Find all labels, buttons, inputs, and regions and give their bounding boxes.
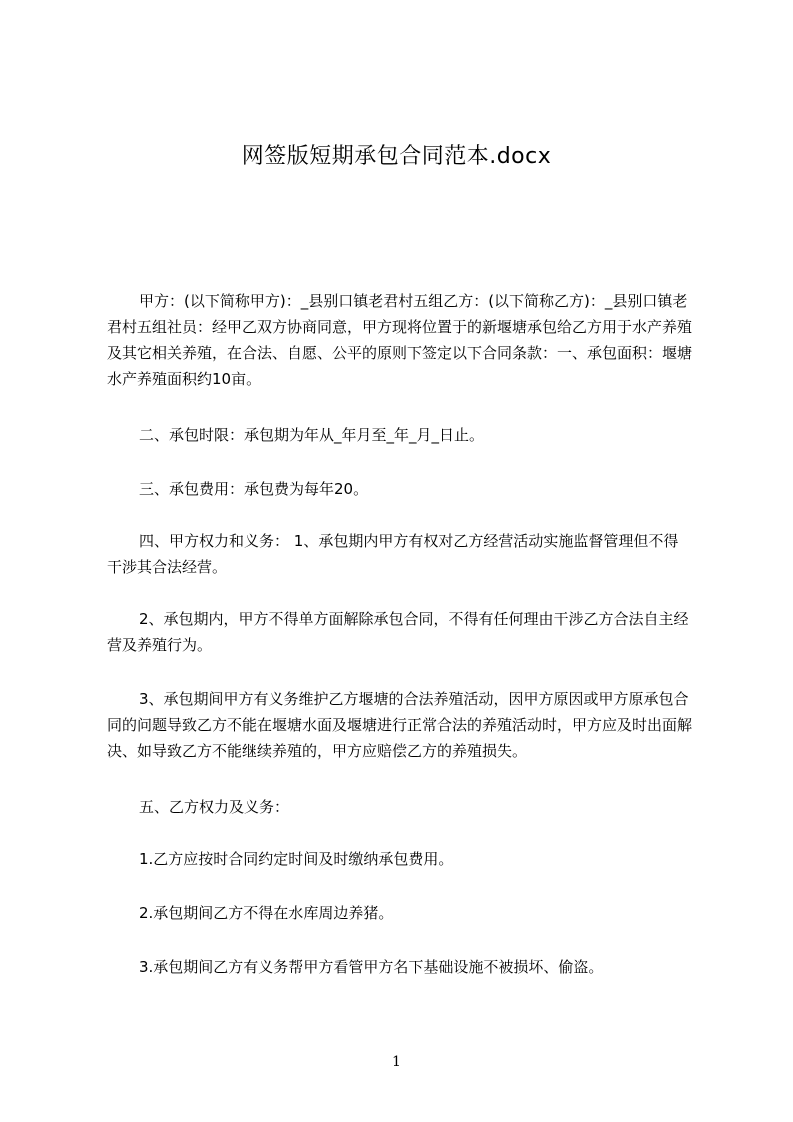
paragraph-7: 五、乙方权力及义务： [139, 798, 290, 816]
paragraph-8: 1.乙方应按时合同约定时间及时缴纳承包费用。 [139, 850, 454, 868]
paragraph-10: 3.承包期间乙方有义务帮甲方看管甲方名下基础设施不被损坏、偷盗。 [139, 958, 604, 976]
paragraph-6: 3、承包期间甲方有义务维护乙方堰塘的合法养殖活动，因甲方原因或甲方原承包合同的问题导致乙方不能在堰塘水面及堰塘进行正常合法的养殖活动时，甲方应及时出面解决、如导致乙方不能继续养殖的，甲方应赔偿乙方的养殖损失。 [107, 690, 693, 760]
paragraph-1: 甲方：(以下简称甲方)：_县别口镇老君村五组乙方：(以下简称乙方)：_县别口镇老君村五组社员：经甲乙双方协商同意，甲方现将位置于的新堰塘承包给乙方用于水产养殖及其它相关养殖，在合法、自愿、公平的原则下签定以下合同条款：一、承包面积：堰塘水产养殖面积约10亩。 [107, 292, 693, 388]
paragraph-2: 二、承包时限：承包期为年从_年月至_年_月_日止。 [139, 426, 485, 444]
paragraph-4: 四、甲方权力和义务： 1、承包期内甲方有权对乙方经营活动实施监督管理但不得干涉其合法经营。 [107, 532, 679, 576]
paragraph-3: 三、承包费用：承包费为每年20。 [139, 480, 369, 498]
paragraph-9: 2.承包期间乙方不得在水库周边养猪。 [139, 904, 394, 922]
page-number: 1 [392, 1054, 401, 1070]
paragraph-5: 2、承包期内，甲方不得单方面解除承包合同，不得有任何理由干涉乙方合法自主经营及养殖行为。 [107, 610, 689, 654]
document-title: 网签版短期承包合同范本.docx [241, 144, 552, 169]
